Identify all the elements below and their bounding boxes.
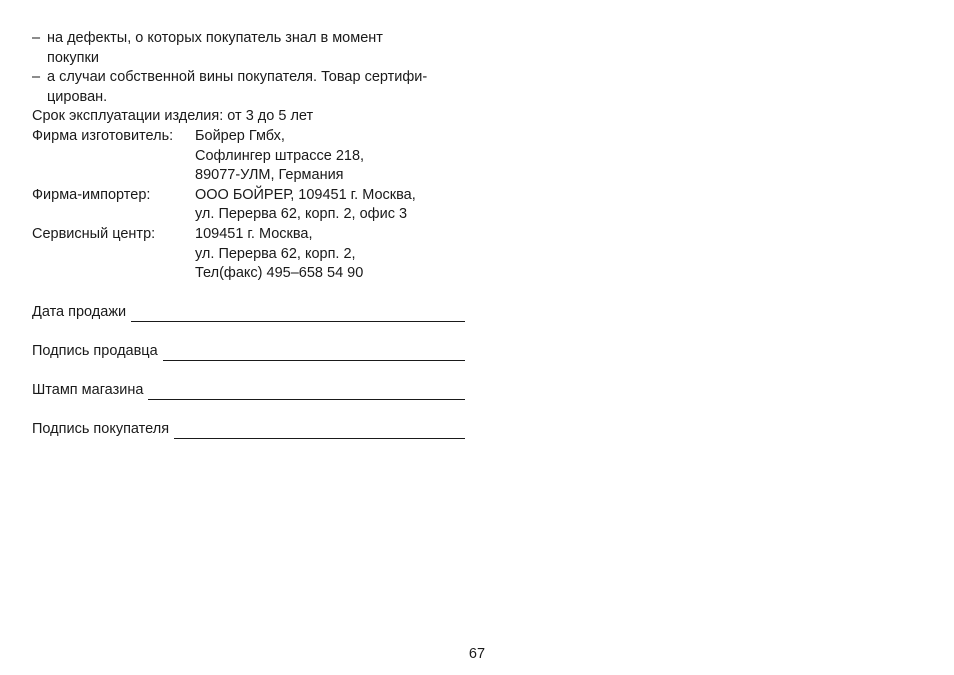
sale-date-field[interactable]: [32, 302, 465, 322]
service-block: [32, 225, 472, 284]
address-line: 89077-УЛМ, Германия: [195, 167, 344, 184]
address-line: ул. Перерва 62, корп. 2,: [195, 245, 356, 262]
importer-block: [32, 186, 472, 225]
buyer-signature-field[interactable]: [32, 419, 465, 439]
bullet-line: на дефекты, о которых покупатель знал в момент: [47, 30, 383, 46]
seller-signature-line[interactable]: [163, 360, 465, 361]
seller-signature-field[interactable]: [32, 341, 465, 361]
bullet-dash: –: [32, 30, 41, 46]
importer-label: Фирма-импортер:: [32, 186, 151, 203]
sale-date-label: Дата продажи: [32, 304, 127, 320]
bullet-line: покупки: [47, 49, 99, 66]
address-line: ООО БОЙРЕР, 109451 г. Москва,: [195, 186, 416, 203]
bullet-dash: –: [32, 69, 41, 86]
manufacturer-block: [32, 127, 472, 186]
lifetime-text: Срок эксплуатации изделия: от 3 до 5 лет: [32, 108, 314, 125]
importer-address: [195, 186, 416, 225]
bullet-item: [32, 29, 472, 68]
seller-signature-label: Подпись продавца: [32, 343, 158, 359]
bullet-item: [32, 68, 472, 107]
bullet-line: цирован.: [47, 88, 108, 105]
manufacturer-label: Фирма изготовитель:: [32, 127, 174, 144]
sale-date-line[interactable]: [131, 321, 465, 322]
address-line: Бойрер Гмбх,: [195, 127, 285, 144]
page-number: 67: [468, 646, 486, 662]
buyer-signature-line[interactable]: [174, 438, 465, 439]
address-line: Софлингер штрассе 218,: [195, 147, 365, 164]
shop-stamp-field[interactable]: [32, 380, 465, 400]
shop-stamp-line[interactable]: [148, 399, 465, 400]
bullet-line: а случаи собственной вины покупателя. Товар сертифи-: [47, 69, 428, 86]
shop-stamp-label: Штамп магазина: [32, 382, 144, 398]
manufacturer-address: [195, 127, 364, 186]
address-line: ул. Перерва 62, корп. 2, офис 3: [195, 206, 408, 223]
address-line: 109451 г. Москва,: [195, 225, 313, 242]
buyer-signature-label: Подпись покупателя: [32, 421, 170, 437]
address-line: Тел(факс) 495–658 54 90: [195, 265, 364, 282]
warranty-text: [32, 29, 472, 284]
service-label: Сервисный центр:: [32, 225, 156, 242]
service-address: [195, 225, 363, 284]
